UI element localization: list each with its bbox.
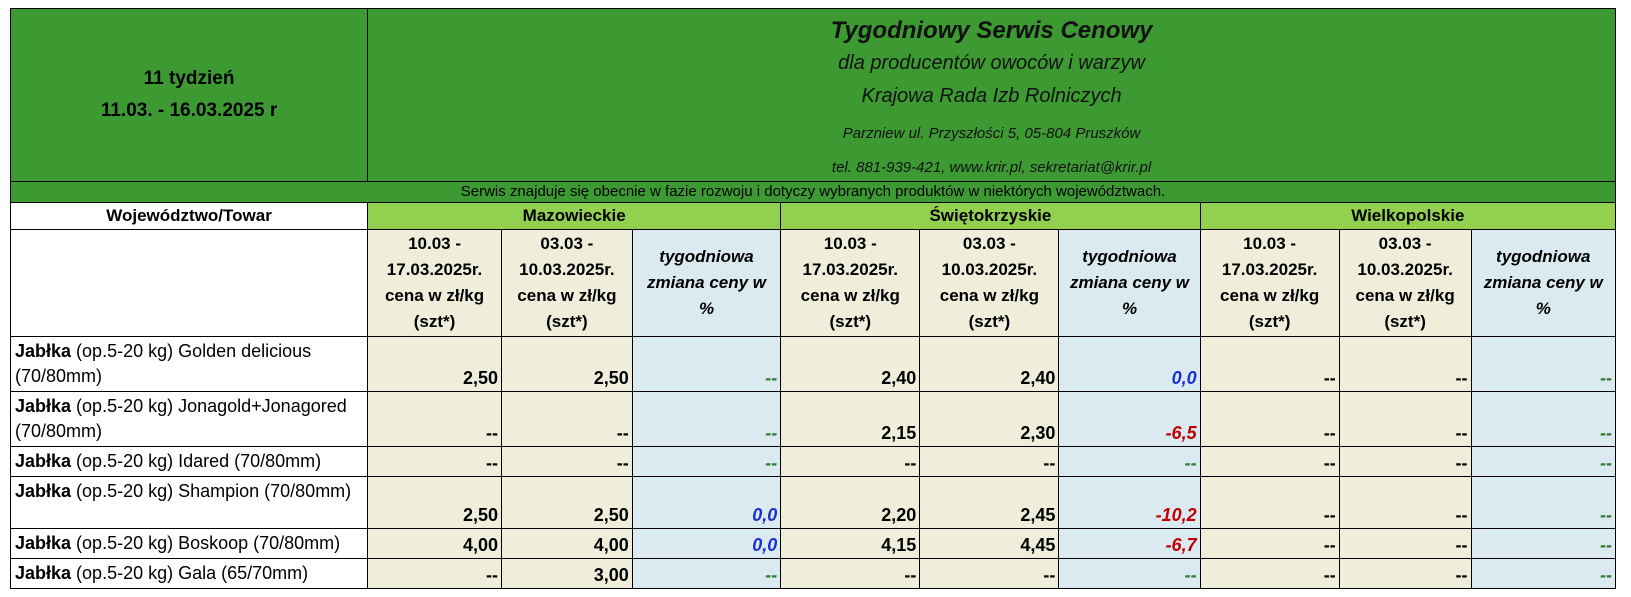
product-label xyxy=(11,529,368,559)
product-label xyxy=(11,392,368,447)
product-description: (op.5-20 kg) Jonagold+Jonagored (70/80mm) xyxy=(15,396,347,441)
change-cell: -- xyxy=(1471,447,1615,477)
change-cell: -- xyxy=(632,447,780,477)
header-line: 03.03 - xyxy=(1378,234,1432,253)
price-cell: 4,45 xyxy=(920,529,1059,559)
table-row xyxy=(11,477,1616,529)
corner-label: Województwo/Towar xyxy=(11,203,368,230)
product-label xyxy=(11,337,368,392)
price-cell: -- xyxy=(1339,477,1471,529)
header-line: 17.03.2025r. xyxy=(802,260,899,279)
price-cell: -- xyxy=(368,559,502,589)
price-cell: -- xyxy=(1200,337,1339,392)
price-cell: 2,50 xyxy=(502,477,633,529)
header-line: % xyxy=(1535,299,1551,318)
product-description: (op.5-20 kg) Gala (65/70mm) xyxy=(71,563,309,583)
header-line: tygodniowa xyxy=(659,247,754,266)
header-line: % xyxy=(698,299,715,318)
change-cell: 0,0 xyxy=(632,477,780,529)
header-line: (szt*) xyxy=(1248,312,1291,331)
price-cell: -- xyxy=(1200,392,1339,447)
address: Parzniew ul. Przyszłości 5, 05-804 Pruszków xyxy=(842,125,1141,142)
table-row xyxy=(11,559,1616,589)
price-cell: 2,15 xyxy=(781,392,920,447)
product-description: (op.5-20 kg) Idared (70/80mm) xyxy=(71,451,322,471)
header-line: tygodniowa xyxy=(1082,247,1177,266)
price-cell: -- xyxy=(1200,477,1339,529)
change-cell: -- xyxy=(1471,477,1615,529)
price-cell: 2,50 xyxy=(502,337,633,392)
week-label: 11 tydzień xyxy=(143,68,235,89)
date-range: 11.03. - 16.03.2025 r xyxy=(100,100,278,121)
product-description: (op.5-20 kg) Boskoop (70/80mm) xyxy=(71,533,341,553)
header-line: 10.03 - xyxy=(408,234,462,253)
header-line: 10.03.2025r. xyxy=(519,260,615,279)
subtitle: dla producentów owoców i warzyw xyxy=(838,52,1145,74)
price-cell: -- xyxy=(920,559,1059,589)
price-cell: -- xyxy=(368,447,502,477)
price-cell: 4,00 xyxy=(368,529,502,559)
price-cell: -- xyxy=(502,447,633,477)
header-line: cena w zł/kg xyxy=(517,286,617,305)
price-cell: 3,00 xyxy=(502,559,633,589)
price-cell: -- xyxy=(502,392,633,447)
previous-price-header xyxy=(920,230,1059,337)
price-cell: -- xyxy=(368,392,502,447)
region-header: Świętokrzyskie xyxy=(781,203,1200,230)
change-cell: 0,0 xyxy=(1059,337,1200,392)
price-cell: 2,50 xyxy=(368,337,502,392)
price-table xyxy=(10,8,1616,589)
price-cell: 2,20 xyxy=(781,477,920,529)
header-line: cena w zł/kg xyxy=(384,286,485,305)
price-cell: -- xyxy=(920,447,1059,477)
current-price-header xyxy=(781,230,920,337)
header-line: cena w zł/kg xyxy=(800,286,900,305)
header-line: (szt*) xyxy=(546,312,588,331)
price-cell: -- xyxy=(1200,447,1339,477)
header-line: (szt*) xyxy=(829,312,872,331)
header-line: 10.03.2025r. xyxy=(941,260,1038,279)
price-cell: -- xyxy=(1200,559,1339,589)
header-line: cena w zł/kg xyxy=(939,286,1039,305)
change-cell: -- xyxy=(1471,529,1615,559)
price-cell: -- xyxy=(1339,559,1471,589)
change-cell: -- xyxy=(632,337,780,392)
header-line: 10.03 - xyxy=(1243,234,1297,253)
header-line: zmiana ceny w xyxy=(646,273,767,292)
price-cell: -- xyxy=(781,447,920,477)
previous-price-header xyxy=(502,230,633,337)
product-category: Jabłka xyxy=(15,451,72,471)
region-header: Wielkopolskie xyxy=(1200,203,1615,230)
product-category: Jabłka xyxy=(15,481,72,501)
product-label xyxy=(11,477,368,529)
price-cell: -- xyxy=(1339,529,1471,559)
table-row xyxy=(11,529,1616,559)
change-cell: -- xyxy=(1059,447,1200,477)
header-line: cena w zł/kg xyxy=(1220,286,1320,305)
price-cell: 2,40 xyxy=(781,337,920,392)
change-cell: -- xyxy=(1059,559,1200,589)
price-cell: 4,15 xyxy=(781,529,920,559)
change-cell: -6,5 xyxy=(1059,392,1200,447)
previous-price-header xyxy=(1339,230,1471,337)
development-note: Serwis znajduje się obecnie w fazie rozwoju i dotyczy wybranych produktów w niektórych województwach. xyxy=(11,182,1616,203)
contact: tel. 881-939-421, www.krir.pl, sekretariat@krir.pl xyxy=(831,159,1152,176)
product-description: (op.5-20 kg) Golden delicious (70/80mm) xyxy=(15,341,312,386)
change-cell: -- xyxy=(632,559,780,589)
price-cell: 2,30 xyxy=(920,392,1059,447)
weekly-change-header xyxy=(632,230,780,337)
header-line: cena w zł/kg xyxy=(1355,286,1455,305)
current-price-header xyxy=(1200,230,1339,337)
change-cell: -10,2 xyxy=(1059,477,1200,529)
header-line: zmiana ceny w xyxy=(1069,273,1190,292)
price-cell: -- xyxy=(1339,337,1471,392)
change-cell: 0,0 xyxy=(632,529,780,559)
header-line: 10.03 - xyxy=(823,234,877,253)
weekly-change-header xyxy=(1059,230,1200,337)
price-cell: 2,50 xyxy=(368,477,502,529)
header-line: 03.03 - xyxy=(962,234,1016,253)
change-cell: -- xyxy=(1471,559,1615,589)
table-row xyxy=(11,447,1616,477)
header-line: (szt*) xyxy=(968,312,1011,331)
price-cell: 2,45 xyxy=(920,477,1059,529)
weekly-change-header xyxy=(1471,230,1615,337)
organization: Krajowa Rada Izb Rolniczych xyxy=(861,85,1122,107)
header-line: (szt*) xyxy=(1384,312,1426,331)
product-category: Jabłka xyxy=(15,396,72,416)
price-cell: -- xyxy=(1200,529,1339,559)
table-row xyxy=(11,392,1616,447)
header-line: tygodniowa xyxy=(1496,247,1591,266)
price-cell: 4,00 xyxy=(502,529,633,559)
empty-header-cell xyxy=(11,230,368,337)
product-category: Jabłka xyxy=(15,341,72,361)
price-cell: -- xyxy=(781,559,920,589)
price-cell: -- xyxy=(1339,447,1471,477)
header-line: 17.03.2025r. xyxy=(1221,260,1318,279)
region-header: Mazowieckie xyxy=(368,203,781,230)
change-cell: -- xyxy=(1471,337,1615,392)
change-cell: -6,7 xyxy=(1059,529,1200,559)
product-category: Jabłka xyxy=(15,563,72,583)
current-price-header xyxy=(368,230,502,337)
header-line: 10.03.2025r. xyxy=(1357,260,1453,279)
title-block xyxy=(368,9,1616,182)
product-description: (op.5-20 kg) Shampion (70/80mm) xyxy=(71,481,352,501)
header-line: 17.03.2025r. xyxy=(386,260,483,279)
week-info xyxy=(11,9,368,182)
table-row xyxy=(11,337,1616,392)
product-category: Jabłka xyxy=(15,533,72,553)
product-label xyxy=(11,447,368,477)
header-line: zmiana ceny w xyxy=(1483,273,1603,292)
header-line: (szt*) xyxy=(413,312,456,331)
price-cell: -- xyxy=(1339,392,1471,447)
change-cell: -- xyxy=(632,392,780,447)
price-cell: 2,40 xyxy=(920,337,1059,392)
change-cell: -- xyxy=(1471,392,1615,447)
header-line: 03.03 - xyxy=(540,234,594,253)
header-line: % xyxy=(1121,299,1138,318)
page-title: Tygodniowy Serwis Cenowy xyxy=(830,17,1153,44)
product-label xyxy=(11,559,368,589)
